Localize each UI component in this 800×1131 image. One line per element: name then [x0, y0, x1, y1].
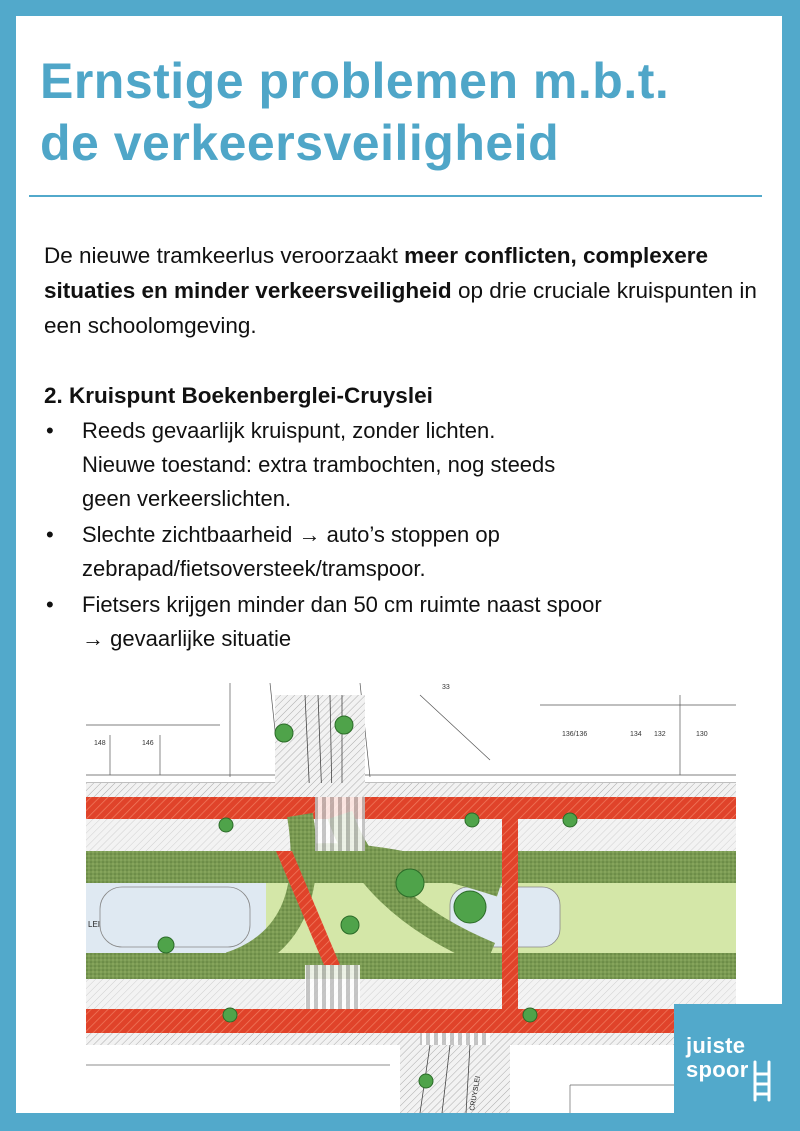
page-title	[40, 50, 760, 174]
house-number: 134	[630, 731, 642, 738]
content-card	[16, 16, 782, 1113]
street-label-bottom: CRUYSLEI	[469, 1075, 483, 1112]
bullet-dot-icon: •	[46, 592, 54, 617]
bullet-line: geen verkeerslichten.	[82, 486, 292, 511]
section-heading: 2. Kruispunt Boekenberglei-Cruyslei	[44, 383, 433, 408]
tree-icon	[454, 891, 486, 923]
tree-icon	[523, 1008, 537, 1022]
tree-icon	[465, 813, 479, 827]
bullet-item	[44, 414, 774, 516]
juiste-spoor-logo	[674, 1004, 782, 1113]
title-divider	[29, 195, 762, 197]
bullet-line: Slechte zichtbaarheid → auto’s stoppen op	[82, 522, 500, 547]
intro-text-1: De nieuwe tramkeerlus veroorzaakt	[44, 243, 405, 268]
bullet-line: Nieuwe toestand: extra trambochten, nog steeds	[82, 452, 556, 477]
tree-icon	[341, 916, 359, 934]
bullet-line: zebrapad/fietsoversteek/tramspoor.	[82, 556, 426, 581]
tree-icon	[419, 1074, 433, 1088]
logo-text-line-1: juiste	[686, 1033, 746, 1058]
railway-track-icon	[750, 1054, 774, 1102]
bullet-line: → gevaarlijke situatie	[82, 626, 292, 651]
intro-text-2: op drie cruciale kruispunten in een schoolomgeving.	[44, 278, 757, 338]
title-line-1: Ernstige problemen m.b.t.	[40, 53, 670, 109]
bullet-dot-icon: •	[46, 418, 54, 443]
tree-icon	[158, 937, 174, 953]
tree-icon	[335, 716, 353, 734]
house-number: 148	[94, 740, 106, 747]
tree-icon	[396, 869, 424, 897]
bullet-list	[44, 414, 774, 658]
tree-icon	[563, 813, 577, 827]
bullet-line: Reeds gevaarlijk kruispunt, zonder lichten.	[82, 418, 496, 443]
house-number: 130	[696, 731, 708, 738]
tree-icon	[275, 724, 293, 742]
logo-text-line-2: spoor	[686, 1057, 749, 1082]
bullet-line: Fietsers krijgen minder dan 50 cm ruimte naast spoor	[82, 592, 602, 617]
intro-emphasis: meer conflicten, complexere situaties en minder verkeersveiligheid	[44, 243, 709, 303]
house-number: 132	[654, 731, 666, 738]
bullet-item	[44, 518, 774, 586]
tree-icon	[223, 1008, 237, 1022]
title-line-2: de verkeersveiligheid	[40, 115, 560, 171]
house-number: 146	[142, 740, 154, 747]
intersection-plan	[70, 665, 736, 1113]
house-number: 136/136	[562, 731, 588, 738]
street-label-left: LEI	[88, 920, 101, 929]
bullet-item	[44, 588, 774, 656]
tree-icon	[219, 818, 233, 832]
intro-paragraph	[44, 238, 764, 343]
bullet-dot-icon: •	[46, 522, 54, 547]
house-number: 33	[442, 684, 450, 691]
